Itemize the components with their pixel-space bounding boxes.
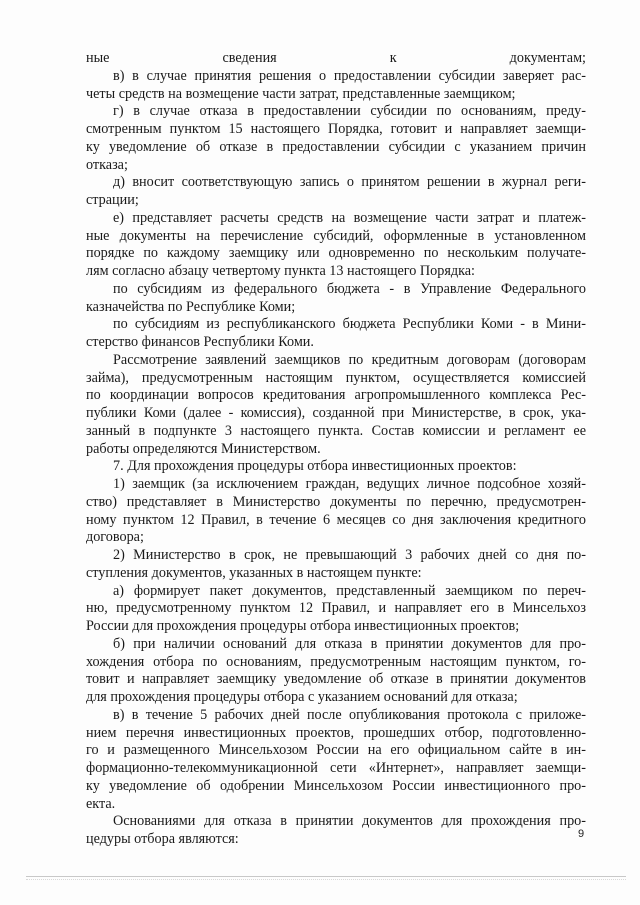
text-line: казначейства по Республике Коми; [86, 298, 296, 315]
text-line: четы средств на возмещение части затрат, представленные заемщиком; [86, 85, 516, 102]
text-line: ные документы на перечисление субсидий, оформленные в установленном [86, 227, 586, 244]
text-line: по субсидиям из федерального бюджета - в Управление Федерального [113, 280, 586, 297]
text-line: отказа; [86, 156, 128, 173]
text-line: по субсидиям из республиканского бюджета Республики Коми - в Мини- [113, 316, 586, 333]
scan-edge-line [26, 876, 626, 877]
text-line: ку уведомление об отказе в предоставлении субсидии с указанием причин [86, 138, 586, 155]
text-line: ку уведомление об одобрении Минсельхозом России инвестиционного про- [86, 777, 586, 794]
text-line: Рассмотрение заявлений заемщиков по кредитным договорам (договорам [113, 351, 586, 368]
text-line: б) при наличии оснований для отказа в принятии документов для про- [113, 635, 586, 652]
text-line: 2) Министерство в срок, не превышающий 3 рабочих дней со дня по- [113, 547, 586, 563]
text-line: работы определяются Министерством. [86, 440, 321, 457]
text-line: ступления документов, указанных в настоящем пункте: [86, 564, 422, 581]
text-line: г) в случае отказа в предоставлении субсидии по основаниям, преду- [113, 103, 586, 120]
text-line: России для прохождения процедуры отбора инвестиционных проектов; [86, 618, 520, 634]
text-line: го и размещенного Минсельхозом России на его официальном сайте в ин- [86, 742, 586, 759]
text-line: ню, предусмотренному пунктом 12 Правил, и направляет его в Минсельхоз [86, 600, 586, 617]
text-line: страции; [86, 192, 139, 208]
text-line: товит и направляет заемщику уведомление об отказе в принятии документов [86, 671, 586, 688]
text-line: хождения отбора по основаниям, предусмотренным настоящим пунктом, го- [86, 653, 586, 670]
text-line: цедуры отбора являются: [86, 831, 239, 847]
text-line: нием перечня инвестиционных проектов, прошедших отбор, подготовленно- [86, 724, 586, 741]
text-line: смотренным пунктом 15 настоящего Порядка, готовит и направляет заемщи- [86, 121, 586, 137]
text-line: для прохождения процедуры отбора с указанием оснований для отказа; [86, 689, 518, 705]
text-line: стерство финансов Республики Коми. [86, 334, 314, 350]
text-line: в) в случае принятия решения о предоставлении субсидии заверяет рас- [113, 67, 586, 84]
text-line: займа), предусмотренным настоящим пунктом, осуществляется комиссией [86, 369, 586, 386]
text-line: публики Коми (далее - комиссия), созданной при Министерстве, в срок, ука- [86, 405, 586, 421]
text-line: лям согласно абзацу четвертому пункта 13 настоящего Порядка: [86, 263, 475, 279]
page-number: 9 [578, 828, 585, 840]
text-line: д) вносит соответствующую запись о принятом решении в журнал реги- [113, 174, 586, 191]
text-line: формационно-телекоммуникационной сети «Интернет», направляет заемщи- [86, 760, 586, 776]
text-line: 7. Для прохождения процедуры отбора инвестиционных проектов: [113, 458, 517, 475]
text-line: е) представляет расчеты средств на возмещение части затрат и платеж- [113, 209, 586, 226]
text-line: по координации вопросов кредитования агропромышленного комплекса Рес- [86, 387, 586, 404]
text-line: в) в течение 5 рабочих дней после опубликования протокола с приложе- [113, 706, 586, 723]
text-line: екта. [86, 795, 116, 812]
text-line: занный в подпункте 3 настоящего пункта. Состав комиссии и регламент ее [86, 422, 586, 439]
text-line: порядке по каждому заемщику или одновременно по нескольким получате- [86, 245, 586, 262]
document-body [86, 50, 586, 849]
text-line: Основаниями для отказа в принятии документов для прохождения про- [113, 813, 586, 830]
text-line: ство) представляет в Министерство документы по перечню, предусмотрен- [86, 493, 586, 510]
text-line: а) формирует пакет документов, представленный заемщиком по переч- [113, 582, 586, 599]
text-line: ные сведения к документам; [86, 50, 586, 66]
text-line: договора; [86, 529, 144, 546]
scan-edge-line [26, 879, 626, 880]
text-line: 1) заемщик (за исключением граждан, ведущих личное подсобное хозяй- [113, 476, 586, 492]
text-line: ному пунктом 12 Правил, в течение 6 месяцев со дня заключения кредитного [86, 511, 586, 528]
